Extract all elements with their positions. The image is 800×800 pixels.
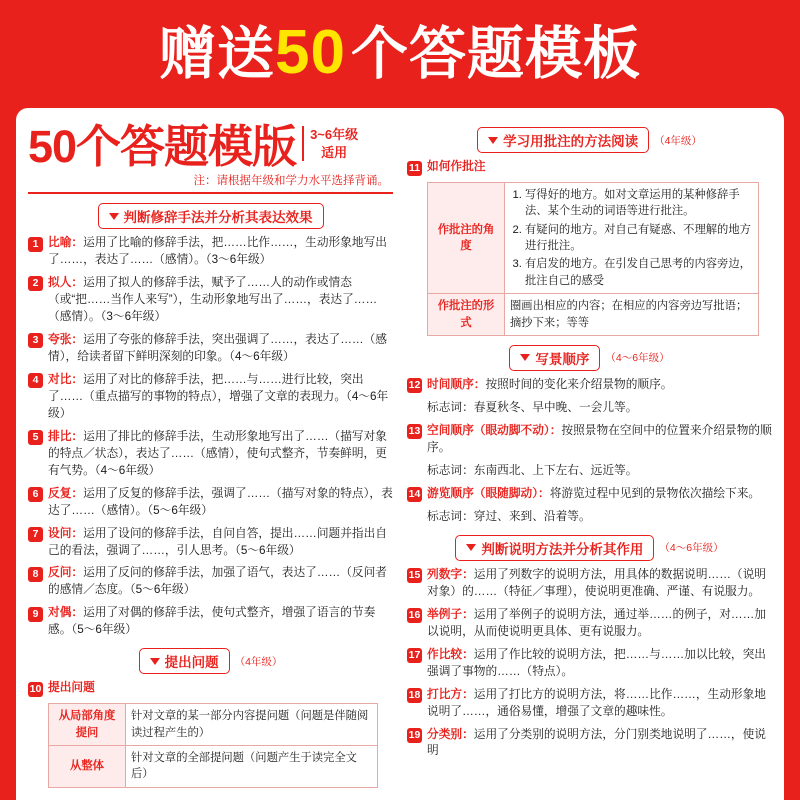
item-marker-words: 标志词：东南西北、上下左右、远近等。 bbox=[427, 463, 638, 477]
list-item bbox=[407, 607, 772, 641]
item-number: 3 bbox=[28, 333, 43, 348]
item-text bbox=[48, 526, 393, 560]
item-text bbox=[427, 377, 772, 394]
section-header-annotation bbox=[405, 127, 774, 153]
section-grade-suffix: （4～6年级） bbox=[605, 352, 670, 365]
item-number: 11 bbox=[408, 161, 421, 174]
item-body: 运用了打比方的说明方法，将……比作……，生动形象地说明了……，通俗易懂，增强了文章的趣味性。 bbox=[427, 687, 766, 718]
item-body: 运用了夸张的修辞手法，突出强调了……，表达了……（感情），给读者留下鲜明深刻的印象。（4～6年级） bbox=[48, 332, 387, 363]
top-banner bbox=[0, 0, 800, 108]
list-item bbox=[407, 159, 772, 176]
item-number: 1 bbox=[28, 237, 43, 252]
section-grade-suffix: （4年级） bbox=[654, 134, 702, 147]
section-pill bbox=[139, 648, 230, 674]
item-lead: 时间顺序： bbox=[427, 377, 486, 391]
section-label: 学习用批注的方法阅读 bbox=[503, 134, 639, 149]
item-text bbox=[48, 680, 393, 697]
item-lead: 列数字： bbox=[427, 567, 474, 581]
list-item bbox=[407, 377, 772, 394]
item-lead: 比喻： bbox=[48, 236, 84, 249]
item-body: 运用了对偶的修辞手法，使句式整齐，增强了语言的节奏感。（5～6年级） bbox=[48, 606, 376, 637]
table-questions bbox=[48, 703, 378, 788]
triangle-down-icon bbox=[109, 213, 119, 220]
list-item bbox=[28, 565, 393, 599]
item-text bbox=[48, 605, 393, 639]
item-number: 9 bbox=[28, 607, 43, 622]
item-body: 运用了列数字的说明方法，用具体的数据说明……（说明对象）的……（特征／事理），使说明更准确、严谨、有说服力。 bbox=[427, 567, 766, 598]
item-body: 按照时间的变化来介绍景物的顺序。 bbox=[485, 377, 673, 391]
item-body: 将游览过程中见到的景物依次描绘下来。 bbox=[549, 486, 761, 500]
table-list-item: 3. 有启发的地方。在引发自己思考的内容旁边，批注自己的感受 bbox=[525, 256, 753, 289]
list-item bbox=[28, 275, 393, 326]
list-item bbox=[407, 567, 772, 601]
triangle-down-icon bbox=[150, 658, 160, 665]
item-text bbox=[48, 429, 393, 480]
list-item bbox=[28, 235, 393, 269]
banner-suffix: 个答题模板 bbox=[350, 21, 641, 86]
section-header-scenery-order bbox=[405, 345, 774, 371]
list-item bbox=[28, 605, 393, 639]
item-lead: 游览顺序（眼随脚动）： bbox=[427, 486, 550, 500]
right-column bbox=[405, 118, 774, 800]
section-header-rhetoric bbox=[26, 203, 395, 229]
section-label: 提出问题 bbox=[164, 655, 219, 671]
table-cell-head: 作批注的形式 bbox=[428, 294, 505, 336]
triangle-down-icon bbox=[520, 354, 530, 361]
item-body: 运用了比喻的修辞手法，把……比作……，生动形象地写出了……，表达了……（感情）。（3～6年级） bbox=[48, 236, 387, 266]
item-body: 运用了排比的修辞手法，生动形象地写出了……（描写对象的特点／状态），表达了……（感情），使句式整齐，节奏鲜明，更有气势。（4～6年级） bbox=[48, 429, 387, 477]
item-body: 运用了设问的修辞手法，自问自答，提出……问题并指出自己的看法，强调了……，引人思考。（5～6年级） bbox=[48, 526, 387, 557]
list-item bbox=[28, 680, 393, 697]
left-column bbox=[26, 118, 395, 800]
table-cell-body: 针对文章的某一部分内容提问题（问题是伴随阅读过程产生的） bbox=[126, 704, 378, 746]
item-text bbox=[427, 687, 772, 721]
table-cell-head: 从局部角度提问 bbox=[49, 704, 126, 746]
list-item bbox=[28, 486, 393, 520]
item-text bbox=[48, 235, 393, 269]
item-lead: 对偶： bbox=[48, 606, 84, 620]
item-body: 运用了作比较的说明方法，把……与……加以比较，突出强调了事物的……（特点）。 bbox=[427, 647, 766, 678]
table-cell-head: 作批注的角度 bbox=[428, 182, 505, 293]
item-number: 7 bbox=[28, 527, 43, 542]
section-pill bbox=[98, 203, 324, 229]
item-number: 16 bbox=[408, 609, 421, 622]
title-row bbox=[28, 121, 395, 172]
item-lead: 提出问题 bbox=[48, 681, 95, 695]
list-item bbox=[28, 332, 393, 366]
section-header-questions bbox=[26, 648, 395, 674]
item-lead: 拟人： bbox=[48, 275, 84, 289]
item-number: 6 bbox=[28, 487, 43, 502]
item-number: 5 bbox=[28, 430, 43, 445]
section-pill bbox=[509, 345, 600, 371]
item-text bbox=[48, 565, 393, 599]
banner-number: 50 bbox=[275, 17, 346, 87]
item-body: 运用了反问的修辞手法，加强了语气，表达了……（反问者的感情／态度。（5～6年级） bbox=[48, 566, 387, 597]
section-pill bbox=[455, 535, 654, 561]
item-lead: 设问： bbox=[48, 526, 84, 540]
table-cell-head: 从整体 bbox=[49, 746, 126, 788]
item-marker-words: 标志词：春夏秋冬、早中晚、一会儿等。 bbox=[427, 400, 638, 414]
item-lead: 打比方： bbox=[427, 687, 474, 701]
item-text bbox=[48, 486, 393, 520]
banner-title bbox=[159, 17, 641, 87]
item-text bbox=[427, 727, 772, 761]
table-list-item: 2. 有疑问的地方。对自己有疑惑、不理解的地方进行批注。 bbox=[525, 222, 753, 255]
item-number: 12 bbox=[408, 379, 421, 392]
section-label: 写景顺序 bbox=[535, 351, 590, 367]
list-item bbox=[407, 647, 772, 681]
triangle-down-icon bbox=[466, 544, 476, 551]
list-item bbox=[28, 526, 393, 560]
list-item bbox=[407, 423, 772, 457]
item-number: 17 bbox=[408, 649, 421, 662]
section-grade-suffix: （4年级） bbox=[234, 655, 283, 668]
title-divider bbox=[28, 192, 393, 194]
item-lead: 夸张： bbox=[48, 332, 84, 346]
list-item bbox=[407, 687, 772, 721]
triangle-down-icon bbox=[488, 137, 498, 144]
item-body: 运用了分类别的说明方法，分门别类地说明了……，使说明 bbox=[427, 727, 766, 758]
list-item bbox=[28, 429, 393, 480]
table-row bbox=[49, 704, 378, 746]
item-lead: 排比： bbox=[48, 429, 84, 443]
grade-badge bbox=[302, 126, 358, 161]
content-sheet bbox=[16, 108, 784, 800]
section-grade-suffix: （4～6年级） bbox=[659, 542, 724, 555]
item-lead: 如何作批注 bbox=[427, 160, 486, 173]
item-lead: 举例子： bbox=[427, 607, 474, 621]
table-row bbox=[428, 294, 759, 336]
section-pill bbox=[477, 127, 649, 153]
section-label: 判断修辞手法并分析其表达效果 bbox=[123, 210, 313, 225]
item-number: 13 bbox=[408, 425, 421, 438]
item-number: 18 bbox=[408, 689, 421, 702]
table-annotation bbox=[427, 182, 759, 336]
item-body: 运用了对比的修辞手法，把……与……进行比较，突出了……（重点描写的事物的特点），增强了文章的表现力。（4～6年级） bbox=[48, 372, 389, 420]
grade-line-2: 适用 bbox=[321, 144, 348, 160]
item-body: 运用了举例子的说明方法，通过举……的例子，对……加以说明，从而使说明更具体、更有说服力。 bbox=[427, 607, 766, 638]
item-lead: 反问： bbox=[48, 566, 84, 580]
item-text bbox=[48, 332, 393, 366]
item-text bbox=[427, 423, 772, 457]
item-body: 按照景物在空间中的位置来介绍景物的顺序。 bbox=[427, 423, 772, 454]
item-lead: 反复： bbox=[48, 486, 84, 500]
table-row bbox=[428, 182, 759, 293]
item-number: 8 bbox=[28, 567, 43, 582]
item-number: 19 bbox=[408, 729, 421, 741]
item-text bbox=[48, 372, 393, 423]
table-cell-body: 针对文章的全部提问题（问题产生于读完全文后） bbox=[126, 746, 378, 788]
item-body: 运用了拟人的修辞手法，赋予了……人的动作或情态（或“把……当作人来写”），生动形象地写出了……，表达了……（感情）。（3～6年级） bbox=[48, 275, 378, 323]
item-text bbox=[48, 275, 393, 326]
list-item bbox=[407, 486, 772, 503]
item-number: 4 bbox=[28, 373, 43, 388]
table-row bbox=[49, 746, 378, 788]
item-text bbox=[427, 567, 772, 601]
table-list-item: 1. 写得好的地方。如对文章运用的某种修辞手法、某个生动的词语等进行批注。 bbox=[525, 187, 753, 220]
page-title: 50个答题模版 bbox=[28, 121, 297, 172]
table-cell-body bbox=[505, 182, 759, 293]
section-label: 判断说明方法并分析其作用 bbox=[481, 541, 644, 557]
grade-line-1: 3~6年级 bbox=[310, 127, 359, 142]
item-number: 2 bbox=[28, 276, 43, 291]
item-number: 15 bbox=[408, 569, 421, 582]
item-text bbox=[427, 647, 772, 681]
section-header-explanation bbox=[405, 535, 774, 561]
item-number: 10 bbox=[29, 682, 42, 695]
item-text bbox=[427, 159, 772, 176]
item-lead: 空间顺序（眼动脚不动）： bbox=[427, 423, 562, 437]
banner-prefix: 赠送 bbox=[159, 21, 276, 86]
table-cell-body: 圈画出相应的内容；在相应的内容旁边写批语；摘抄下来；等等 bbox=[505, 294, 759, 336]
item-text bbox=[427, 486, 772, 503]
item-lead: 分类别： bbox=[427, 727, 474, 741]
item-number: 14 bbox=[408, 488, 421, 501]
item-lead: 对比： bbox=[48, 372, 84, 386]
item-body: 运用了反复的修辞手法，强调了……（描写对象的特点），表达了……（感情）。（5～6年级） bbox=[48, 486, 393, 517]
list-item bbox=[407, 727, 772, 761]
list-item bbox=[28, 372, 393, 423]
item-text bbox=[427, 607, 772, 641]
title-note: 注：请根据年级和学力水平选择背诵。 bbox=[193, 175, 389, 187]
item-marker-words: 标志词：穿过、来到、沿着等。 bbox=[427, 509, 591, 523]
item-lead: 作比较： bbox=[427, 647, 474, 661]
